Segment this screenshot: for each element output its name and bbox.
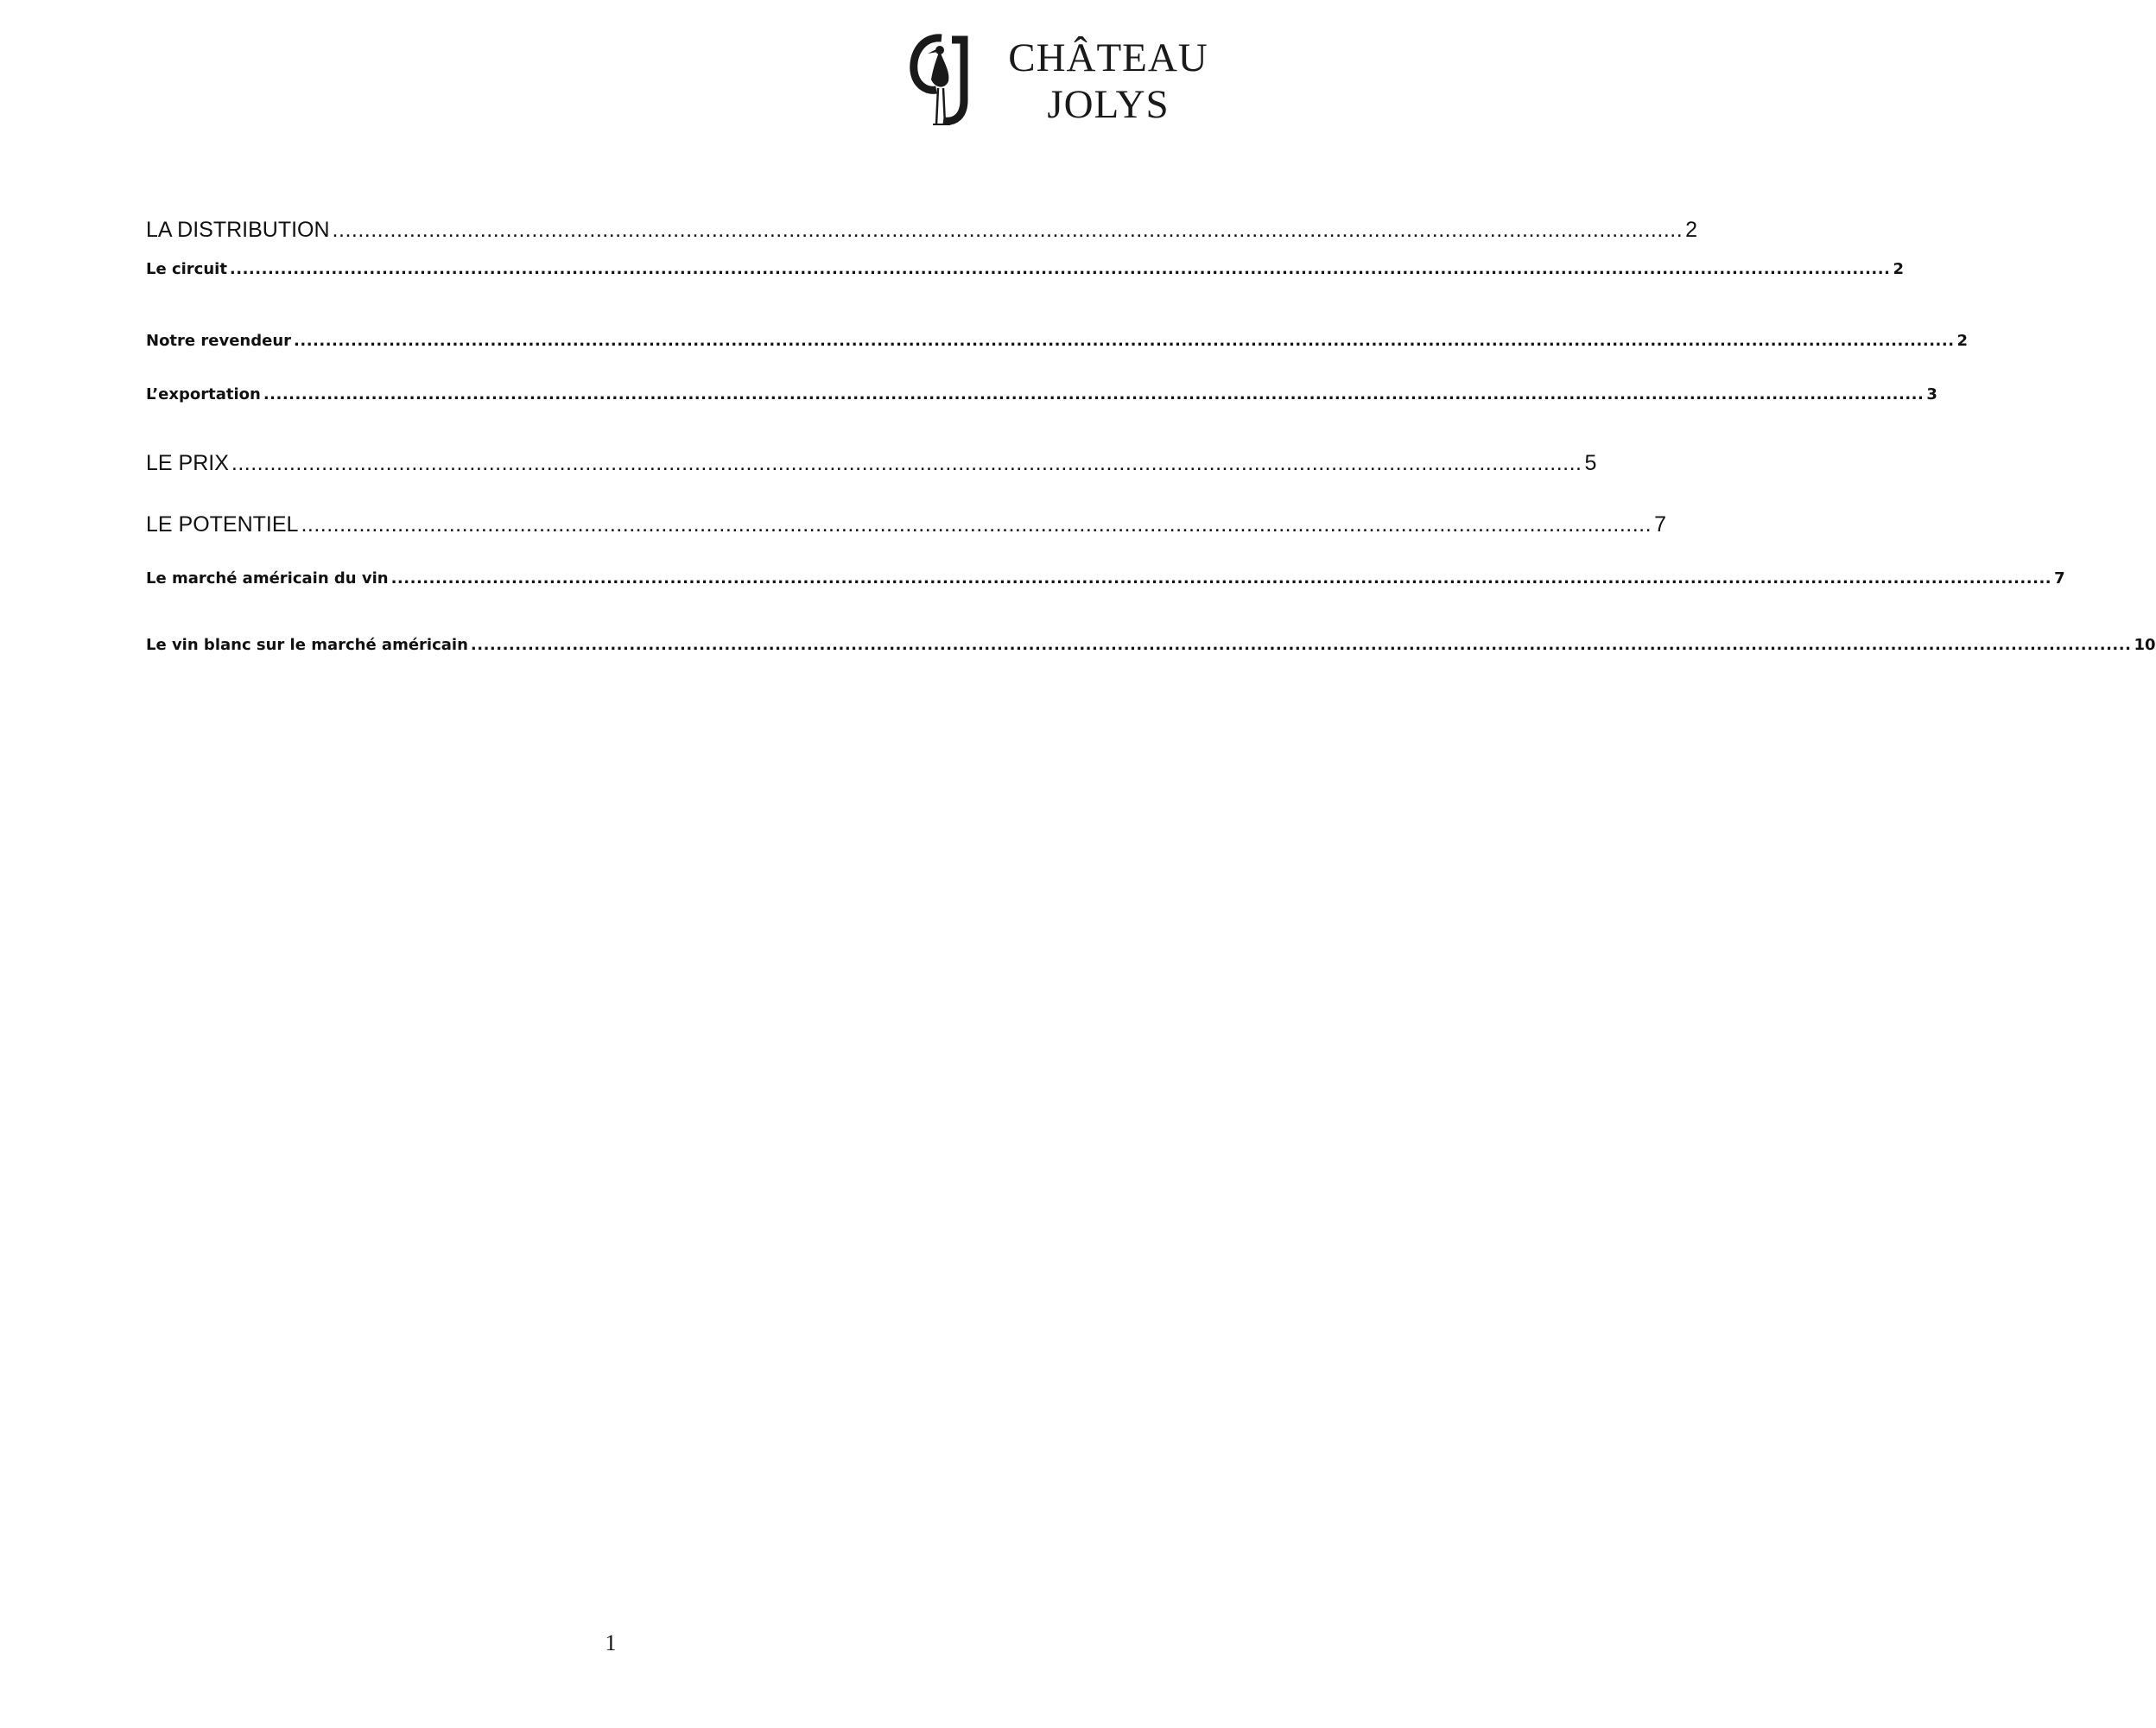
page-number: 1: [605, 1630, 617, 1655]
logo-line-1: CHÂTEAU: [1008, 35, 1208, 80]
toc-leader-dots: ..................................................................................................................................................................................................................: [231, 451, 1582, 475]
toc-entry-page: 7: [2054, 569, 2065, 588]
toc-entry-le-potentiel[interactable]: [146, 512, 1666, 537]
toc-entry-page: 10: [2134, 636, 2156, 654]
toc-entry-le-prix[interactable]: [146, 451, 1597, 476]
logo-line-2: JOLYS: [1047, 82, 1170, 127]
toc-entry-label: Le marché américain du vin: [146, 569, 389, 588]
toc-leader-dots: ......................................................................................................................................................................................................................................................................: [390, 569, 2052, 588]
toc-entry-page: 2: [1956, 332, 1969, 350]
toc-entry-le-circuit[interactable]: [146, 260, 1904, 278]
toc-leader-dots: ......................................................................................................................................................................................................................................................................: [470, 636, 2132, 654]
table-of-contents: [0, 0, 2156, 778]
toc-entry-label: LA DISTRIBUTION: [146, 218, 330, 242]
toc-entry-l-exportation[interactable]: [146, 385, 1937, 403]
toc-entry-label: Le circuit: [146, 260, 227, 278]
toc-entry-label: L’exportation: [146, 385, 261, 403]
toc-leader-dots: ......................................................................................................................................................................................................................................................................: [263, 385, 1925, 403]
toc-entry-vin-blanc[interactable]: [146, 636, 2156, 654]
toc-leader-dots: ......................................................................................................................................................................................................................................................................: [229, 260, 1891, 278]
toc-entry-marche-americain[interactable]: [146, 569, 2065, 588]
toc-entry-page: 2: [1685, 218, 1698, 242]
toc-leader-dots: ......................................................................................................................................................................................................................................................................: [294, 332, 1955, 350]
toc-entry-page: 2: [1893, 260, 1904, 278]
toc-entry-label: LE PRIX: [146, 451, 229, 475]
toc-entry-label: LE POTENTIEL: [146, 512, 299, 537]
toc-entry-label: Notre revendeur: [146, 332, 292, 350]
toc-entry-page: 5: [1584, 451, 1597, 475]
toc-entry-label: Le vin blanc sur le marché américain: [146, 636, 468, 654]
toc-entry-notre-revendeur[interactable]: [146, 332, 1969, 350]
toc-leader-dots: ..................................................................................................................................................................................................................: [332, 218, 1684, 242]
toc-entry-page: 7: [1654, 512, 1666, 537]
toc-entry-page: 3: [1926, 385, 1937, 403]
toc-leader-dots: ..................................................................................................................................................................................................................: [301, 512, 1652, 537]
toc-entry-la-distribution[interactable]: [146, 218, 1698, 243]
